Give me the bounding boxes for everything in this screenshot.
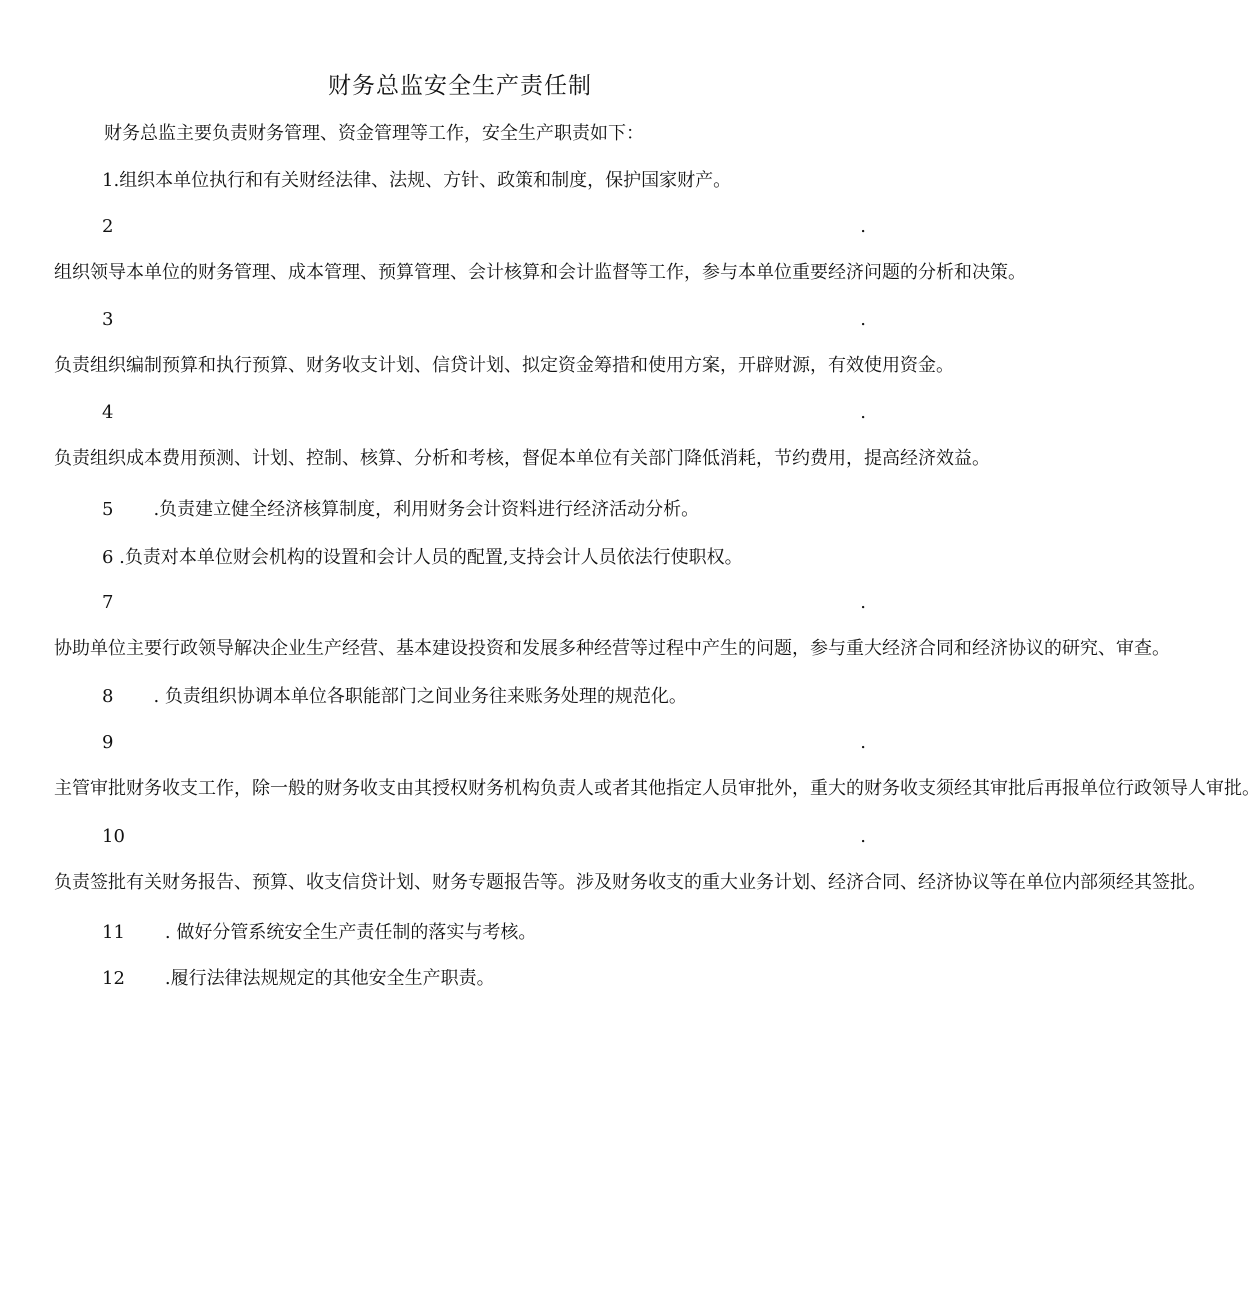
item-number: 7 .: [102, 592, 866, 613]
item-text: .履行法律法规规定的其他安全生产职责。: [164, 968, 495, 989]
item-number: 6 .: [102, 547, 125, 568]
item-text: 组织领导本单位的财务管理、成本管理、预算管理、会计核算和会计监督等工作，参与本单位重要经济问题的分析和决策。: [54, 262, 1026, 283]
item-text: 负责组织成本费用预测、计划、控制、核算、分析和考核，督促本单位有关部门降低消耗，节约费用，提高经济效益。: [54, 448, 990, 469]
item-text: 负责签批有关财务报告、预算、收支信贷计划、财务专题报告等。涉及财务收支的重大业务计划、经济合同、经济协议等在单位内部须经其签批。: [54, 872, 1206, 893]
item-number: 11: [102, 922, 125, 943]
item-text: 组织本单位执行和有关财经法律、法规、方针、政策和制度，保护国家财产。: [119, 170, 732, 191]
list-item: [54, 158, 866, 204]
item-number: 12: [102, 968, 125, 989]
item-text: . 做好分管系统安全生产责任制的落实与考核。: [164, 922, 537, 943]
item-text: 主管审批财务收支工作，除一般的财务收支由其授权财务机构负责人或者其他指定人员审批外，重大的财务收支须经其审批后再报单位行政领导人审批。: [54, 778, 1260, 799]
item-number: 1.: [102, 170, 120, 191]
item-number: 8: [102, 686, 114, 707]
list-item: [54, 814, 1206, 906]
item-text: 负责对本单位财会机构的设置和会计人员的配置,支持会计人员依法行使职权。: [124, 547, 743, 568]
item-number: 10 .: [102, 826, 866, 847]
document-title: 财务总监安全生产责任制: [328, 73, 592, 99]
list-item: [54, 390, 990, 482]
list-item: [54, 297, 954, 389]
item-number: 2 .: [102, 216, 866, 237]
list-item: [54, 580, 1170, 672]
item-text: .负责建立健全经济核算制度，利用财务会计资料进行经济活动分析。: [153, 499, 700, 520]
list-item: [54, 910, 866, 956]
list-item: [54, 487, 866, 533]
intro-paragraph: 财务总监主要负责财务管理、资金管理等工作，安全生产职责如下：: [104, 123, 644, 144]
list-item: [54, 674, 866, 720]
list-item: [54, 956, 866, 1002]
list-item: [54, 535, 866, 581]
item-number: 3 .: [102, 309, 866, 330]
item-text: . 负责组织协调本单位各职能部门之间业务往来账务处理的规范化。: [153, 686, 687, 707]
item-number: 5: [102, 499, 114, 520]
item-text: 协助单位主要行政领导解决企业生产经营、基本建设投资和发展多种经营等过程中产生的问题，参与重大经济合同和经济协议的研究、审查。: [54, 638, 1170, 659]
item-number: 9 .: [102, 732, 866, 753]
item-number: 4 .: [102, 402, 866, 423]
list-item: [54, 204, 1026, 296]
item-text: 负责组织编制预算和执行预算、财务收支计划、信贷计划、拟定资金筹措和使用方案，开辟财源，有效使用资金。: [54, 355, 954, 376]
list-item: [54, 720, 1260, 812]
